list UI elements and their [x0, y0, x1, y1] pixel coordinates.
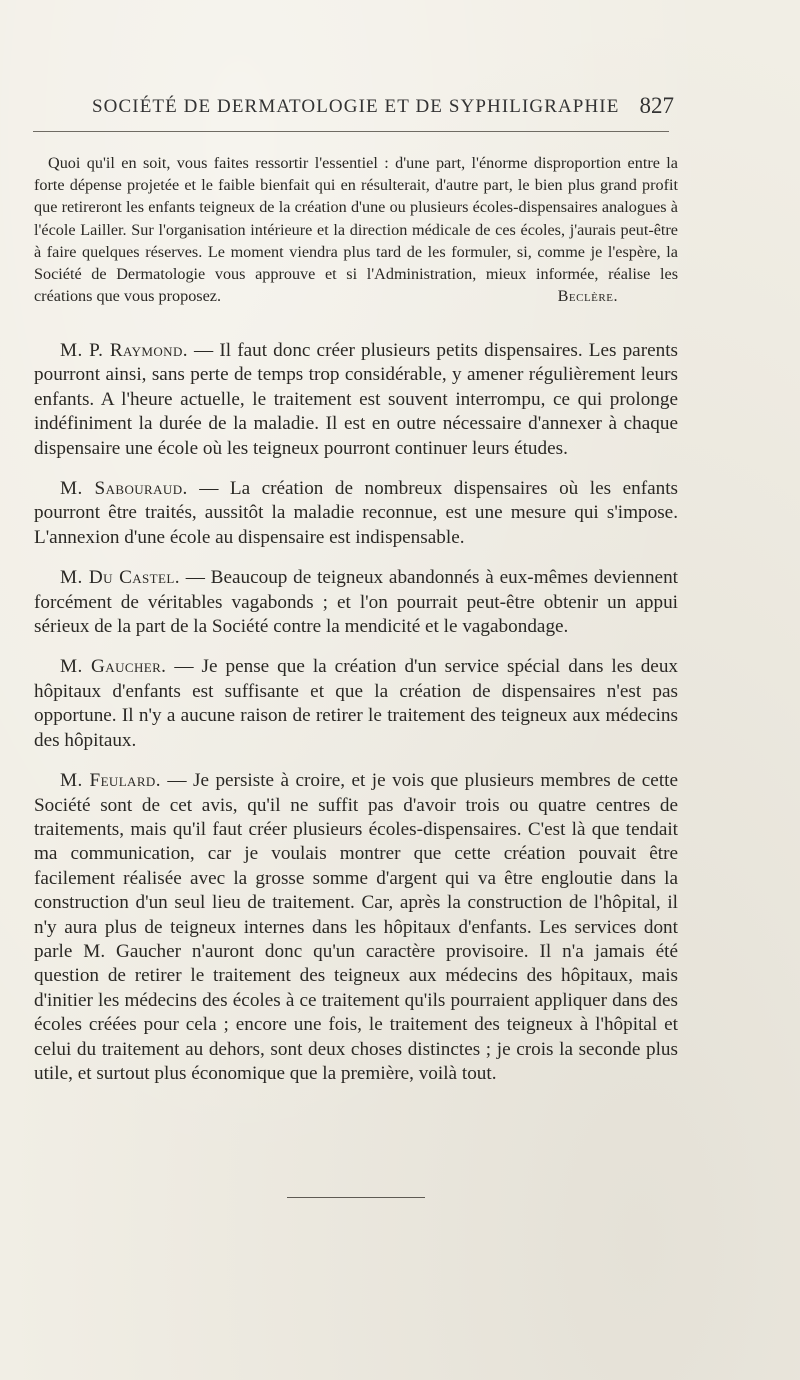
paragraph-du-castel — [34, 566, 678, 639]
paragraph-text: — La création de nombreux dispensaires où les enfants pourront être traités, aussitôt la maladie reconnue, est une mesure qui s'impose. L'annexion d'une école au dispensaire est indispensable. — [34, 478, 678, 548]
speaker-name: M. Gaucher. — [60, 656, 167, 678]
paragraph-gaucher — [34, 655, 678, 753]
paragraph-text: — Beaucoup de teigneux abandonnés à eux-mêmes deviennent forcément de véritables vagabonds ; et l'on pourrait peut-être obtenir un appui sérieux de la part de la Société contre la mendicité et le vagabondage. — [34, 567, 679, 638]
paragraph-text: — Je persiste à croire, et je vois que plusieurs membres de cette Société sont de cet avis, qu'il ne suffit pas d'avoir trois ou quatre centres de traitements, mais qu'il faut créer plusieurs écoles-dispensaires. C'est là que tendait ma communication, car je voulais montrer que cette création pouvait être facilement réalisée avec la grosse somme d'argent qui va être engloutie dans la construction d'un seul lieu de traitement. Car, après la construction de l'hôpital, il n'y aura plus de teigneux internes dans les hôpitaux d'enfants. Les services dont parle M. Gaucher n'auront donc qu'un caractère provisoire. Il n'a jamais été question de retirer le traitement des teigneux aux médecins des hôpitaux, mais d'initier les médecins des écoles à ce traitement qu'ils pourraient appliquer dans des écoles créées pour cela ; encore une fois, le traitement des teigneux à l'hôpital et celui du traitement au dehors, sont deux choses distinctes ; je crois la seconde plus utile, et surtout plus économique que la première, voilà tout. — [34, 770, 678, 1084]
paragraph-text: — Je pense que la création d'un service spécial dans les deux hôpitaux d'enfants est suffisante et que la création de dispensaires n'est pas opportune. Il n'y a aucune raison de retirer le traitement des teigneux aux médecins des hôpitaux. — [34, 656, 679, 751]
discussion — [34, 339, 678, 1102]
page-number: 827 — [639, 93, 674, 118]
running-head — [60, 93, 684, 126]
speaker-name: M. Feulard. — [60, 770, 161, 792]
running-title: SOCIÉTÉ DE DERMATOLOGIE ET DE SYPHILIGRAPHIE — [92, 96, 620, 117]
speaker-name: M. Sabouraud. — [60, 478, 188, 500]
quote-text: Quoi qu'il en soit, vous faites ressortir l'essentiel : d'une part, l'énorme disproportion entre la forte dépense projetée et le faible bienfait qui en résulterait, d'autre part, le bien plus grand profit que retireront les enfants teigneux de la création d'une ou plusieurs écoles-dispensaires analogues à l'école Lailler. Sur l'organisation intérieure et la direction médicale de ces écoles, j'aurais peut-être à faire quelques réserves. Le moment viendra plus tard de les formuler, si, comme je l'espère, la Société de Dermatologie vous approuve et si l'Administration, mieux informée, réalise les créations que vous proposez. — [34, 154, 678, 306]
paragraph-raymond — [34, 339, 678, 461]
paragraph-text: — Il faut donc créer plusieurs petits dispensaires. Les parents pourront ainsi, sans perte de temps trop considérable, y amener régulièrement leurs enfants. A l'heure actuelle, le traitement est souvent interrompu, ce qui prolonge indéfiniment la durée de la maladie. Il est en outre nécessaire d'annexer à chaque dispensaire une école où les teigneux pourront continuer leurs études. — [34, 340, 678, 459]
header-rule — [33, 131, 669, 132]
quoted-letter — [34, 152, 678, 307]
speaker-name: M. Du Castel. — [60, 567, 180, 589]
quote-signature: Beclère. — [557, 287, 618, 306]
paragraph-sabouraud — [34, 477, 678, 550]
speaker-name: M. P. Raymond. — [60, 340, 188, 361]
paragraph-feulard — [34, 769, 678, 1086]
quote-paragraph — [34, 152, 678, 307]
end-rule — [287, 1197, 425, 1198]
